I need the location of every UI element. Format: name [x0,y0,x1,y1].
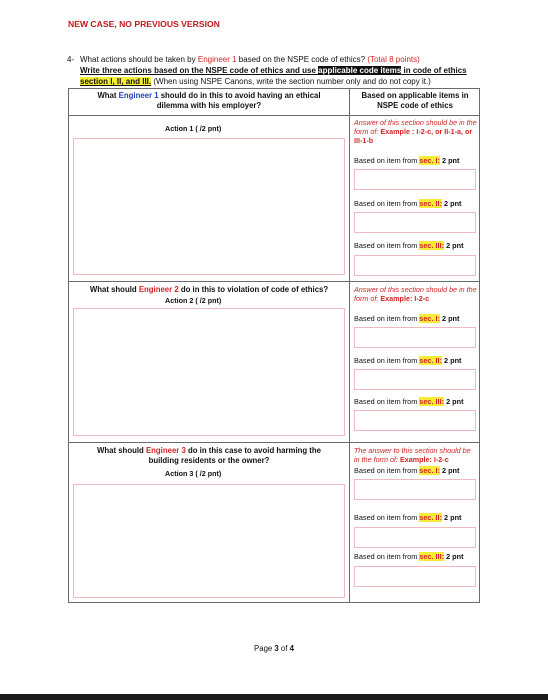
section-2-note: Answer of this section should be in the form of: Example: I-2-c [354,285,477,303]
section-2-sec-2-input[interactable] [354,369,476,390]
section-1-note: Answer of this section should be in the form of: Example : I-2-c, or II-1-a, or III-1-b [354,118,477,145]
section-1-sec-3-input[interactable] [354,255,476,276]
section-3-note: The answer to this section should be in the form of: Example: I-2-c [354,446,471,464]
action-2-label: Action 2 ( /2 pnt) [165,296,222,305]
question-line-3: section I, II, and III. (When using NSPE Canons, write the section number only and do not copy it.) [80,77,431,86]
highlight-applicable-code-items: applicable code items [318,66,402,75]
highlight-sections: section I, II, and III. [80,77,152,86]
section-2-item-sec-2: Based on item from sec. II: 2 pnt [354,356,462,365]
table-header-divider [68,115,480,116]
left-column-header: What Engineer 1 should do in this to avoid having an ethical dilemma with his employer? [97,91,321,110]
question-line-1: What actions should be taken by Engineer 1 based on the NSPE code of ethics? (Total 8 points) [80,55,420,64]
section-3-sec-1-input[interactable] [354,479,476,500]
section-3-item-sec-3: Based on item from sec. III: 2 pnt [354,552,464,561]
section-2-sec-3-input[interactable] [354,410,476,431]
section-2-item-sec-1: Based on item from sec. I: 2 pnt [354,314,460,323]
table-row-divider-2 [68,442,480,443]
section-2-question: What should Engineer 2 do in this to violation of code of ethics? [89,285,329,294]
page-footer: Page 3 of 4 [254,644,294,653]
question-line-2: Write three actions based on the NSPE code of ethics and use applicable code items in code of ethics [80,66,467,75]
engineer-name: Engineer 2 [138,285,179,294]
section-2-sec-1-input[interactable] [354,327,476,348]
question-number: 4- [67,55,75,64]
section-3-item-sec-1: Based on item from sec. I: 2 pnt [354,466,460,475]
total-points: (Total 8 points) [367,55,420,64]
section-2-item-sec-3: Based on item from sec. III: 2 pnt [354,397,464,406]
action-3-answer-box[interactable] [73,484,345,598]
action-1-answer-box[interactable] [73,138,345,275]
section-3-sec-3-input[interactable] [354,566,476,587]
engineer-name: Engineer 1 [118,91,159,100]
section-3-sec-2-input[interactable] [354,527,476,548]
section-1-item-sec-3: Based on item from sec. III: 2 pnt [354,241,464,250]
right-column-header: Based on applicable items in NSPE code of ethics [361,91,469,110]
section-1-item-sec-1: Based on item from sec. I: 2 pnt [354,156,460,165]
section-1-item-sec-2: Based on item from sec. II: 2 pnt [354,199,462,208]
section-1-sec-2-input[interactable] [354,212,476,233]
engineer-name: Engineer 1 [197,55,237,64]
table-column-divider [349,88,350,603]
table-row-divider-1 [68,281,480,282]
action-3-label: Action 3 ( /2 pnt) [165,469,222,478]
engineer-name: Engineer 3 [145,446,186,455]
action-2-answer-box[interactable] [73,308,345,436]
action-1-label: Action 1 ( /2 pnt) [165,124,222,133]
section-3-question: What should Engineer 3 do in this case to avoid harming the building residents or the owner? [97,446,321,465]
section-1-sec-1-input[interactable] [354,169,476,190]
section-3-item-sec-2: Based on item from sec. II: 2 pnt [354,513,462,522]
bottom-edge-bar [0,694,548,700]
page-banner: NEW CASE, NO PREVIOUS VERSION [68,19,220,29]
